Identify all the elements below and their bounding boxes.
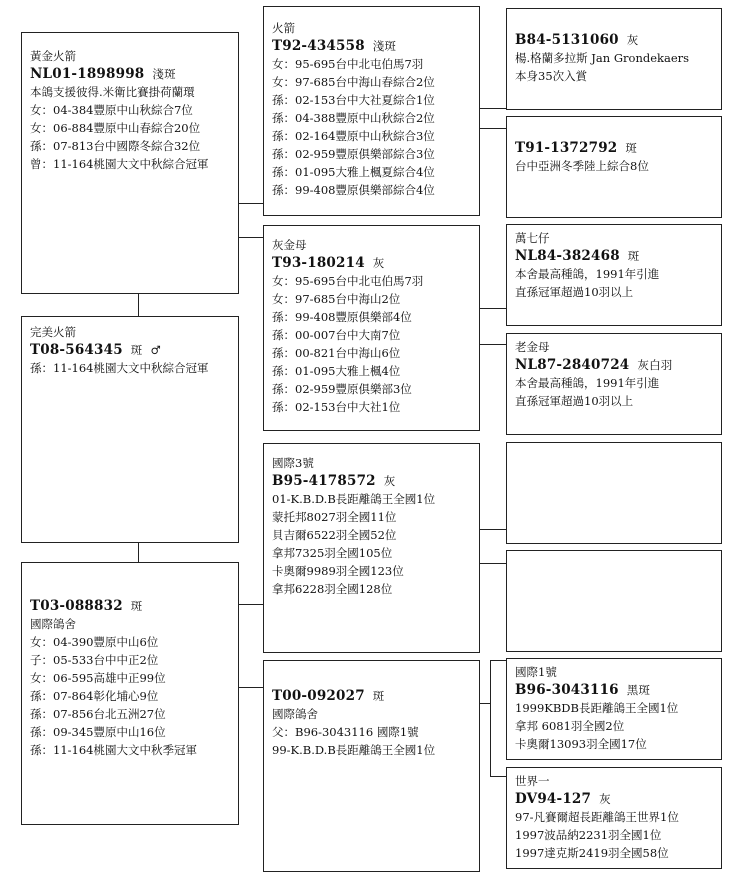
connector-line	[238, 237, 264, 238]
record-line: 孫：99-408豐原俱樂部綜合4位	[272, 183, 435, 197]
ring-number	[515, 356, 713, 374]
record-line: 孫：00-821台中海山6位	[272, 346, 401, 360]
record-line: 本身35次入賞	[515, 69, 588, 83]
connector-line	[238, 604, 264, 605]
bird-color: 斑	[130, 343, 143, 357]
bird-name: 灰金母	[272, 238, 307, 252]
connector-line	[479, 529, 506, 530]
pedigree-card-ggp7	[506, 658, 722, 760]
bird-name: 萬七仔	[515, 231, 550, 245]
bird-name: 完美火箭	[30, 325, 76, 339]
pedigree-card-sire-sire	[21, 32, 239, 294]
bird-color: 斑	[625, 141, 638, 155]
record-line: 直孫冠軍超過10羽以上	[515, 285, 634, 299]
bird-color: 斑	[130, 599, 143, 613]
record-line: 女：04-384豐原中山秋綜合7位	[30, 103, 193, 117]
record-line: 孫：01-095大雅上楓4位	[272, 364, 401, 378]
bird-color: 灰	[383, 474, 396, 488]
bird-color: 灰	[372, 256, 385, 270]
record-line: 曾：11-164桃園大文中秋綜合冠軍	[30, 157, 209, 171]
ring-text: NL01-1898998	[30, 66, 145, 82]
ring-number	[515, 31, 713, 49]
ring-text: B95-4178572	[272, 473, 376, 489]
record-line: 蒙托邦8027羽全國11位	[272, 510, 397, 524]
ring-text: T92-434558	[272, 38, 365, 54]
record-line: 國際鴿舍	[30, 617, 76, 631]
bird-name: 國際3號	[272, 456, 314, 470]
connector-line	[479, 344, 506, 345]
record-line: 孫：11-164桃園大文中秋綜合冠軍	[30, 361, 209, 375]
bird-color: 斑	[372, 689, 385, 703]
record-line: 台中亞洲冬季陸上綜合8位	[515, 159, 649, 173]
connector-line	[479, 108, 506, 109]
ring-text: T00-092027	[272, 688, 365, 704]
record-line: 孫：02-153台中大社1位	[272, 400, 401, 414]
record-line: 女：06-884豐原中山春綜合20位	[30, 121, 201, 135]
pedigree-card-sire	[21, 316, 239, 543]
ring-number	[515, 681, 713, 699]
connector-line	[479, 128, 506, 129]
record-line: 孫：02-153台中大社夏綜合1位	[272, 93, 435, 107]
record-line: 孫：07-813台中國際冬綜合32位	[30, 139, 201, 153]
record-line: 1999KBDB長距離鴿王全國1位	[515, 701, 679, 715]
record-line: 直孫冠軍超過10羽以上	[515, 394, 634, 408]
pedigree-card-ggp2	[506, 116, 722, 218]
ring-number	[272, 687, 471, 705]
record-line: 拿邦6228羽全國128位	[272, 582, 393, 596]
ring-number	[30, 597, 230, 615]
record-line: 貝吉爾6522羽全國52位	[272, 528, 397, 542]
pedigree-card-ggp3	[506, 224, 722, 326]
pedigree-card-ggp5-empty	[506, 442, 722, 544]
pedigree-card-sire-sire-sire	[263, 6, 480, 216]
connector-line	[479, 308, 506, 309]
record-line: 孫：99-408豐原俱樂部4位	[272, 310, 412, 324]
ring-number	[515, 247, 713, 265]
record-line: 孫：02-959豐原俱樂部綜合3位	[272, 147, 435, 161]
connector-line	[490, 660, 506, 661]
bird-color: 黑斑	[626, 683, 651, 697]
bird-name: 火箭	[272, 21, 295, 35]
ring-text: DV94-127	[515, 791, 592, 807]
bird-name: 國際1號	[515, 665, 557, 679]
bird-name: 世界一	[515, 774, 550, 788]
ring-text: B84-5131060	[515, 32, 619, 48]
bird-name: 老金母	[515, 340, 550, 354]
record-line: 孫：07-864彰化埔心9位	[30, 689, 159, 703]
record-line: 女：95-695台中北屯伯馬7羽	[272, 57, 424, 71]
record-line: 孫：09-345豐原中山16位	[30, 725, 166, 739]
ring-number	[272, 472, 471, 490]
record-line: 女：06-595高雄中正99位	[30, 671, 166, 685]
record-line: 女：95-695台中北屯伯馬7羽	[272, 274, 424, 288]
bird-color: 淺斑	[152, 67, 176, 81]
bird-color: 灰白羽	[637, 358, 673, 372]
record-line: 女：97-685台中海山春綜合2位	[272, 75, 435, 89]
record-line: 1997波品納2231羽全國1位	[515, 828, 662, 842]
bird-name: 黃金火箭	[30, 49, 76, 63]
record-line: 孫：02-164豐原中山秋綜合3位	[272, 129, 435, 143]
bird-color: 灰	[599, 792, 611, 806]
pedigree-card-ggp6-empty	[506, 550, 722, 652]
pedigree-card-ggp1	[506, 8, 722, 110]
ring-text: NL87-2840724	[515, 357, 630, 373]
pedigree-card-dam	[21, 562, 239, 825]
record-line: 孫：11-164桃園大文中秋季冠軍	[30, 743, 197, 757]
ring-text: T03-088832	[30, 598, 123, 614]
record-line: 孫：02-959豐原俱樂部3位	[272, 382, 412, 396]
record-line: 卡奧爾13093羽全國17位	[515, 737, 647, 751]
record-line: 卡奧爾9989羽全國123位	[272, 564, 404, 578]
bird-color: 淺斑	[372, 39, 397, 53]
male-symbol: ♂	[150, 343, 162, 357]
ring-number	[515, 139, 713, 157]
record-line: 父：B96-3043116 國際1號	[272, 725, 419, 739]
record-line: 拿邦7325羽全國105位	[272, 546, 393, 560]
connector-line	[238, 687, 264, 688]
ring-number	[515, 790, 713, 808]
record-line: 本舍最高種鴿，1991年引進	[515, 376, 660, 390]
record-line: 本鴿支援彼得.米衛比賽掛荷蘭環	[30, 85, 195, 99]
record-line: 1997達克斯2419羽全國58位	[515, 846, 669, 860]
connector-line	[238, 203, 264, 204]
record-line: 01-K.B.D.B長距離鴿王全國1位	[272, 492, 436, 506]
bird-color: 斑	[627, 249, 640, 263]
ring-number	[30, 65, 230, 83]
record-line: 97-凡賽爾超長距離鴿王世界1位	[515, 810, 679, 824]
connector-line	[479, 563, 506, 564]
record-line: 孫：07-856台北五洲27位	[30, 707, 166, 721]
ring-text: NL84-382468	[515, 248, 620, 264]
record-line: 拿邦 6081羽全國2位	[515, 719, 625, 733]
ring-number	[272, 254, 471, 272]
ring-text: T08-564345	[30, 342, 123, 358]
record-line: 國際鴿舍	[272, 707, 318, 721]
record-line: 孫：04-388豐原中山秋綜合2位	[272, 111, 435, 125]
connector-line	[138, 542, 139, 562]
record-line: 孫：01-095大雅上楓夏綜合4位	[272, 165, 435, 179]
bird-color: 灰	[626, 33, 639, 47]
ring-text: T93-180214	[272, 255, 365, 271]
ring-text: B96-3043116	[515, 682, 619, 698]
record-line: 楊.格蘭多拉斯 Jan Grondekaers	[515, 51, 690, 65]
pedigree-card-ggp4	[506, 333, 722, 435]
ring-number	[30, 341, 230, 359]
connector-line	[490, 660, 491, 776]
record-line: 99-K.B.D.B長距離鴿王全國1位	[272, 743, 436, 757]
record-line: 孫：00-007台中大南7位	[272, 328, 401, 342]
pedigree-card-dam-sire	[263, 443, 480, 653]
pedigree-card-sire-sire-dam	[263, 225, 480, 431]
pedigree-card-dam-dam	[263, 660, 480, 872]
connector-line	[490, 776, 506, 777]
record-line: 子：05-533台中中正2位	[30, 653, 159, 667]
pedigree-card-ggp8	[506, 767, 722, 869]
record-line: 女：04-390豐原中山6位	[30, 635, 159, 649]
record-line: 本舍最高種鴿，1991年引進	[515, 267, 660, 281]
record-line: 女：97-685台中海山2位	[272, 292, 401, 306]
connector-line	[479, 703, 490, 704]
ring-text: T91-1372792	[515, 140, 618, 156]
ring-number	[272, 37, 471, 55]
connector-line	[138, 293, 139, 316]
